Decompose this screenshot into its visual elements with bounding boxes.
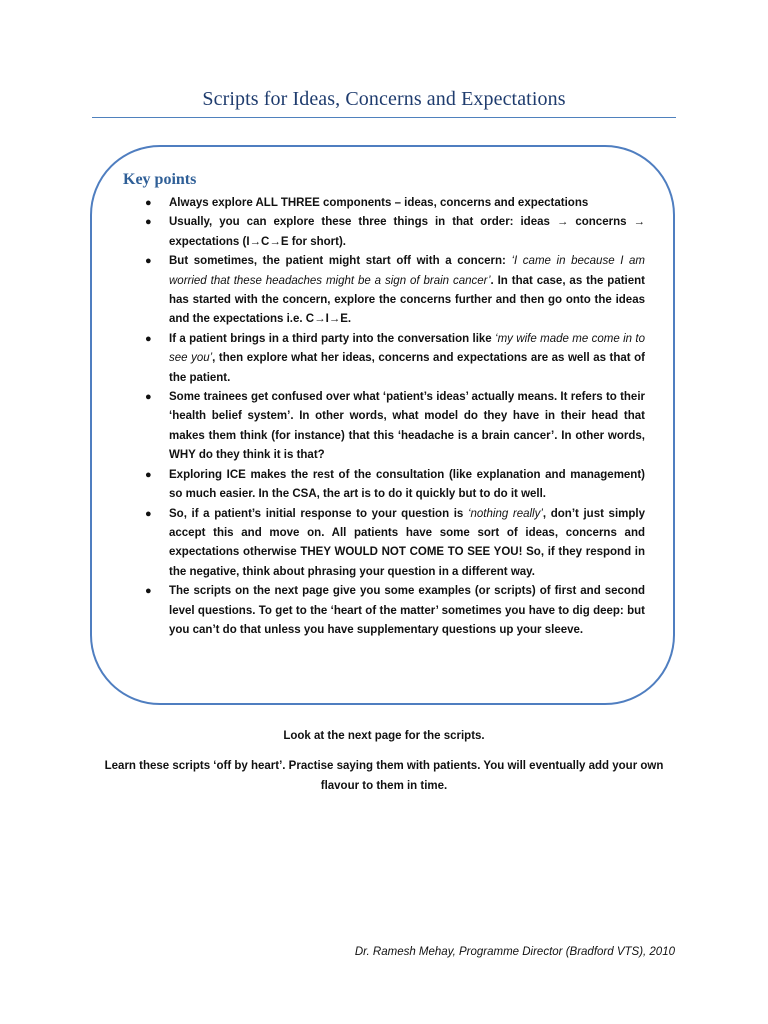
item-quote: ‘nothing really’ [467, 507, 543, 520]
item-text: into the conversation like [349, 332, 496, 345]
item-text: Usually, you can explore these three things in that order: ideas → concerns → expectations (I→C→E for short). [169, 216, 645, 248]
bullet-icon: ● [145, 391, 152, 404]
item-emphasis: ‘patient’s ideas’ [382, 391, 469, 404]
list-item [145, 466, 645, 505]
list-item [145, 505, 645, 583]
list-item [145, 252, 645, 330]
bullet-icon: ● [145, 216, 152, 229]
item-text: But sometimes, the patient might start off with a concern: [169, 255, 512, 268]
author-signature: Dr. Ramesh Mehay, Programme Director (Bradford VTS), 2010 [354, 946, 675, 958]
item-text: sometimes you have to dig deep: but you can’t do that unless you have supplementary questions up your sleeve. [169, 604, 645, 636]
next-page-note: Look at the next page for the scripts. [283, 730, 485, 742]
list-item [145, 388, 645, 466]
item-quote: ‘my wife made me come in to see you’ [169, 332, 645, 365]
list-item [145, 194, 645, 213]
list-item [145, 330, 645, 388]
bullet-icon: ● [145, 332, 152, 345]
item-text: If a patient brings in a [169, 332, 293, 345]
bullet-icon: ● [145, 255, 152, 268]
key-points-list [145, 194, 645, 640]
bullet-icon: ● [145, 468, 152, 481]
item-emphasis: ‘heart of the matter’ [330, 604, 439, 617]
title-divider [92, 117, 676, 118]
item-text: , don’t just simply accept this and move on. All patients have some sort of ideas, concerns and expectations otherwise THEY WOULD NOT COME TO SEE YOU! So, if they respond in the negative, think about phrasing your question in a different way. [169, 507, 645, 578]
item-text: actually means. It refers to their ‘health belief system’. In other words, what model do they have in their head that makes them think (for instance) that this ‘headache is a brain cancer’. In other words, WHY do they think it is that? [169, 391, 645, 462]
item-text: . In that case, as the patient has started with the concern, explore the concerns further and then go onto the ideas and the expectations i.e. C→I→E. [169, 274, 645, 326]
item-text: Always explore ALL THREE components – ideas, concerns and expectations [169, 197, 589, 209]
bullet-icon: ● [145, 507, 152, 520]
list-item [145, 582, 645, 640]
item-emphasis: third party [292, 332, 350, 345]
bullet-icon: ● [145, 585, 152, 598]
learn-scripts-note: Learn these scripts ‘off by heart’. Practise saying them with patients. You will eventually add your own flavour to them in time. [104, 760, 664, 792]
page-title: Scripts for Ideas, Concerns and Expectations [202, 88, 566, 110]
item-text: , then explore what her ideas, concerns and expectations are as well as that of the patient. [169, 352, 645, 384]
item-text: The scripts on the next page give you some examples (or scripts) of first and second level questions. To get to the [169, 585, 645, 617]
item-quote: ‘I came in because I am worried that these headaches might be a sign of brain cancer’ [169, 255, 645, 287]
item-text: Some trainees get confused over what [169, 391, 383, 404]
item-text: Exploring ICE makes the rest of the consultation (like explanation and management) so much easier. In the CSA, the art is to do it quickly but to do it well. [169, 468, 645, 501]
bullet-icon: ● [145, 197, 152, 209]
key-points-heading: Key points [123, 171, 197, 188]
item-text: So, if a patient’s initial response to your question is [169, 507, 468, 520]
list-item [145, 213, 645, 252]
